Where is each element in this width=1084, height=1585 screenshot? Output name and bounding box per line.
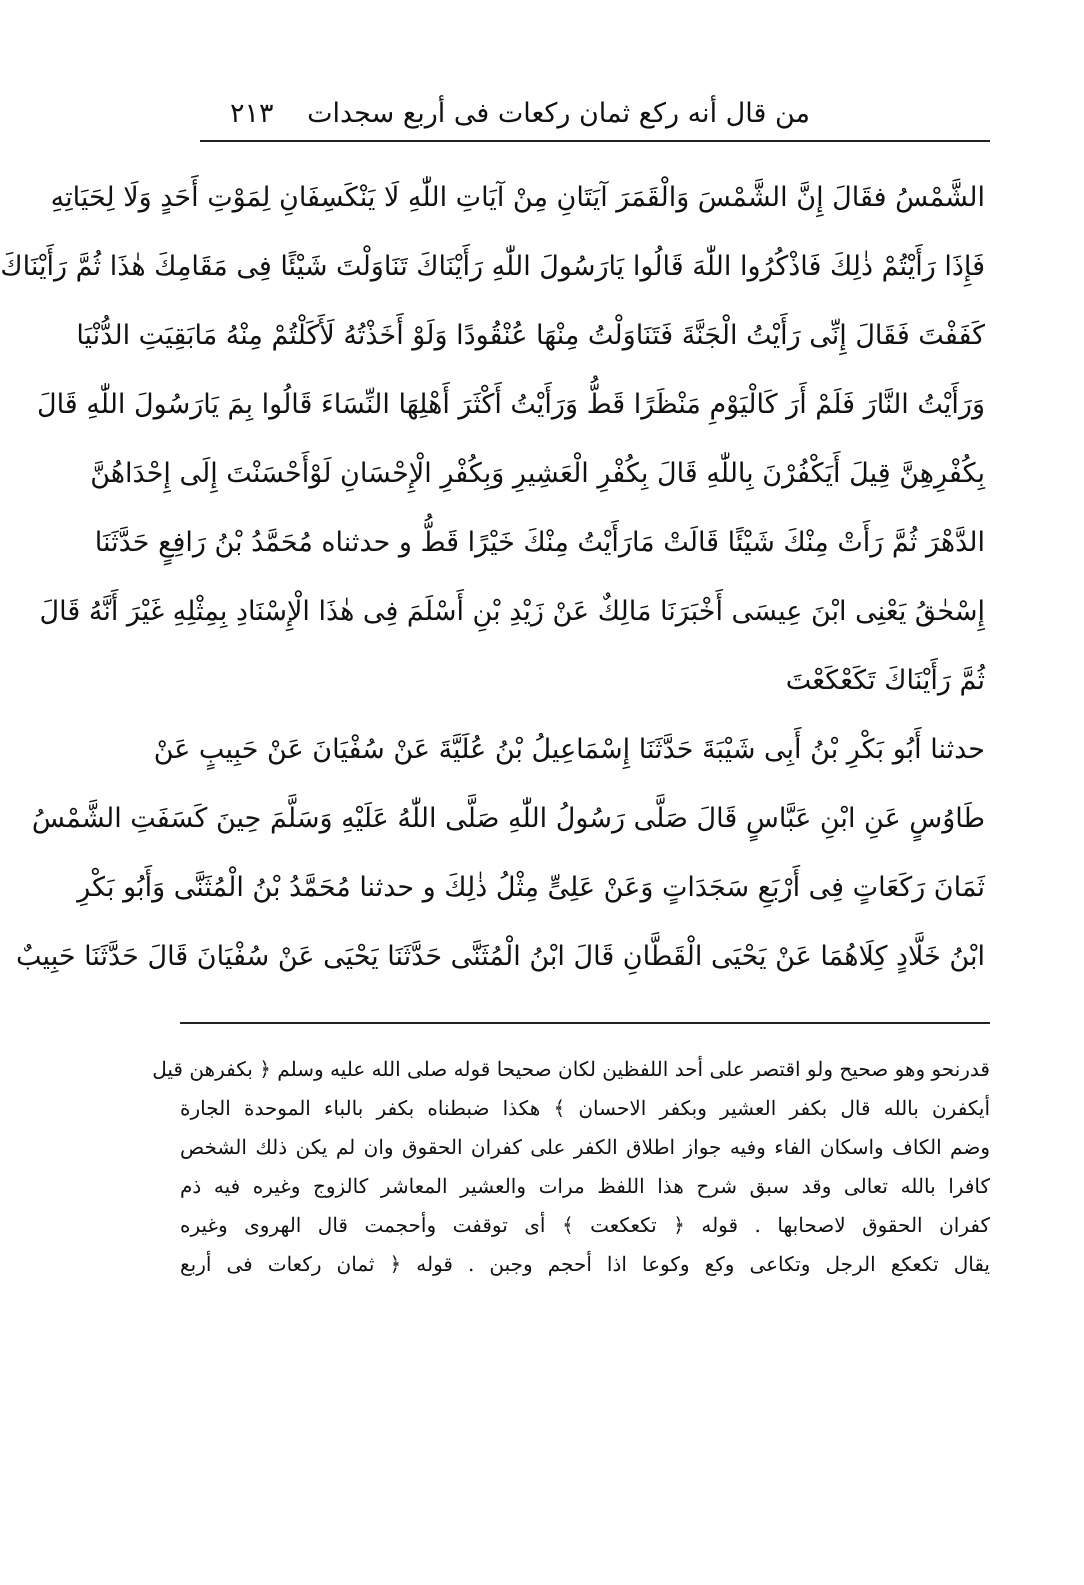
text-line: ثَمَانَ رَكَعَاتٍ فِى أَرْبَعِ سَجَدَاتٍ وَعَنْ عَلِىٍّ مِثْلُ ذٰلِكَ و حدثنا مُحَمَّدُ بْنُ الْمُثَنَّى وَأَبُو بَكْرِ [77,872,985,903]
footnote-line: كافرا بالله تعالى وقد سبق شرح هذا اللفظ مرات والعشير المعاشر كالزوج وغيره فيه ذم [180,1174,990,1198]
text-line: طَاوُسٍ عَنِ ابْنِ عَبَّاسٍ قَالَ صَلَّى رَسُولُ اللّٰهِ صَلَّى اللّٰهُ عَلَيْهِ وَسَلَّمَ حِينَ كَسَفَتِ الشَّمْسُ [31,803,985,834]
footnote-line: يقال تكعكع الرجل وتكاعى وكع وكوعا اذا أحجم وجبن . قوله ﴿ ثمان ركعات فى أربع [180,1252,990,1276]
text-line: ابْنُ خَلَّادٍ كِلَاهُمَا عَنْ يَحْيَى الْقَطَّانِ قَالَ ابْنُ الْمُثَنَّى حَدَّثَنَا يَحْيَى عَنْ سُفْيَانَ قَالَ حَدَّثَنَا حَبِيبٌ [16,941,985,972]
text-line: ثُمَّ رَأَيْنَاكَ تَكَعْكَعْتَ [785,665,985,696]
footnote-divider [180,1022,990,1024]
running-header [200,92,810,140]
footnote-line: كفران الحقوق لاصحابها . قوله ﴿ تكعكعت ﴾ أى توقفت وأحجمت قال الهروى وغيره [180,1213,990,1237]
text-line: الشَّمْسُ فقَالَ إِنَّ الشَّمْسَ وَالْقَمَرَ آيَتَانِ مِنْ آيَاتِ اللّٰهِ لَا يَنْكَسِفَانِ لِمَوْتِ أَحَدٍ وَلَا لِحَيَاتِهِ [50,182,985,213]
text-line: إِسْحٰقُ يَعْنِى ابْنَ عِيسَى أَخْبَرَنَا مَالِكٌ عَنْ زَيْدِ بْنِ أَسْلَمَ فِى هٰذَا الْإِسْنَادِ بِمِثْلِهِ غَيْرَ أَنَّهُ قَالَ [39,596,985,627]
text-line: بِكُفْرِهِنَّ قِيلَ أَيَكْفُرْنَ بِاللّٰهِ قَالَ بِكُفْرِ الْعَشِيرِ وَبِكُفْرِ الْإِحْسَانِ لَوْأَحْسَنْتَ إِلَى إِحْدَاهُنَّ [90,458,985,489]
footnote-line: قدرنحو وهو صحيح ولو اقتصر على أحد اللفظين لكان صحيحا قوله صلى الله عليه وسلم ﴿ بكفرهن قيل [152,1057,990,1081]
commentary-footnotes [152,1050,990,1284]
text-line: وَرَأَيْتُ النَّارَ فَلَمْ أَرَ كَالْيَوْمِ مَنْظَرًا قَطُّ وَرَأَيْتُ أَكْثَرَ أَهْلِهَا النِّسَاءَ قَالُوا بِمَ يَارَسُولَ اللّٰهِ قَالَ [36,389,985,420]
chapter-title: من قال أنه ركع ثمان ركعات فى أربع سجدات [307,98,810,129]
text-line: حدثنا أَبُو بَكْرِ بْنُ أَبِى شَيْبَةَ حَدَّثَنَا إِسْمَاعِيلُ بْنُ عُلَيَّةَ عَنْ سُفْيَانَ عَنْ حَبِيبٍ عَنْ [153,734,985,765]
text-line: كَفَفْتَ فَقَالَ إِنِّى رَأَيْتُ الْجَنَّةَ فَتَنَاوَلْتُ مِنْهَا عُنْقُودًا وَلَوْ أَخَذْتُهُ لَأَكَلْتُمْ مِنْهُ مَابَقِيَتِ الدُّنْيَا [76,320,985,351]
header-divider [200,140,990,142]
hadith-text-block [0,168,985,996]
footnote-line: أيكفرن بالله قال بكفر العشير وبكفر الاحسان ﴾ هكذا ضبطناه بكفر بالباء الموحدة الجارة [180,1096,990,1120]
page-number: ٢١٣ [230,98,274,129]
footnote-line: وضم الكاف واسكان الفاء وفيه جواز اطلاق الكفر على كفران الحقوق وان لم يكن ذلك الشخص [180,1135,990,1159]
text-line: الدَّهْرَ ثُمَّ رَأَتْ مِنْكَ شَيْئًا قَالَتْ مَارَأَيْتُ مِنْكَ خَيْرًا قَطُّ و حدثناه مُحَمَّدُ بْنُ رَافِعٍ حَدَّثَنَا [94,527,985,558]
text-line: فَإِذَا رَأَيْتُمْ ذٰلِكَ فَاذْكُرُوا اللّٰهَ قَالُوا يَارَسُولَ اللّٰهِ رَأَيْنَاكَ تَنَاوَلْتَ شَيْئًا فِى مَقَامِكَ هٰذَا ثُمَّ رَأَيْنَاكَ [0,251,985,282]
